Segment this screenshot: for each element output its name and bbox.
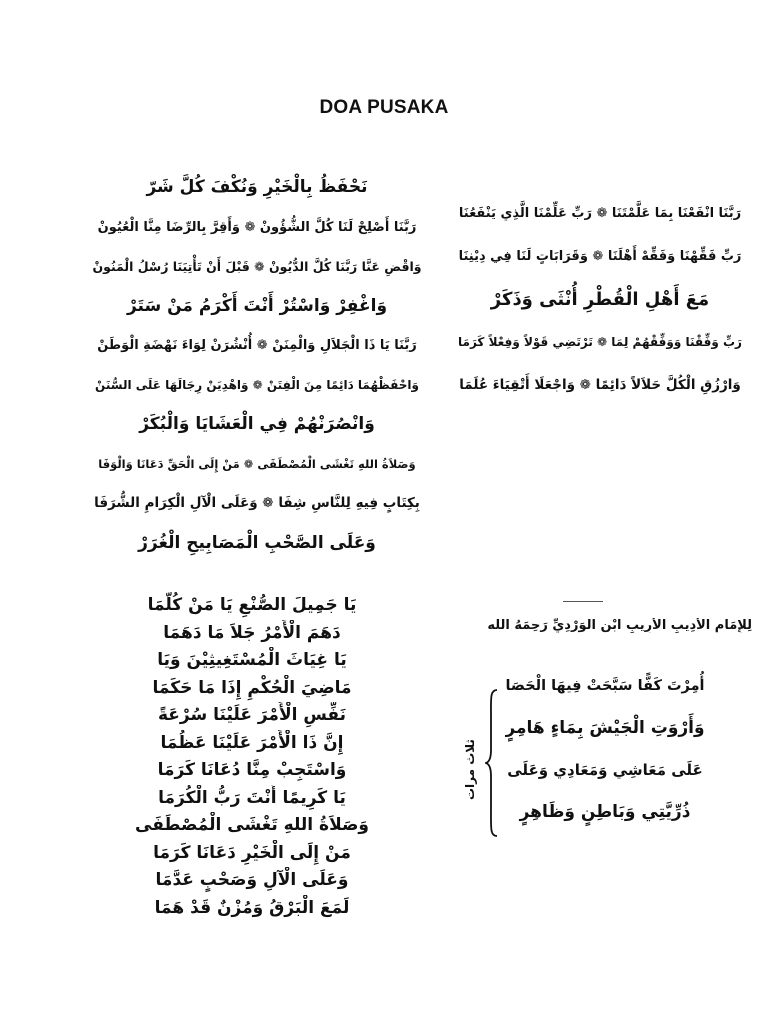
verse-line: وَصَلاَةُ اللهِ تَغْشَى الْمُصْطَفَى ❁ مَنْ إِلَى الْحَقِّ دَعَانَا وَالْوَفَا bbox=[98, 456, 416, 471]
verse-line: وَارْزُقِ الْكُلَّ حَلاَلاً دَائِمًا ❁ وَاجْعَلَا أَتْقِيَاءَ عُلَمَا bbox=[459, 377, 741, 393]
verse-line: إِنَّ ذَا الْأَمْرَ عَلَيْنَا عَظُمَا bbox=[160, 732, 344, 753]
verse-line: نَحْفَظُ بِالْخَيْرِ وَنُكْفَ كُلَّ شَرّ bbox=[146, 177, 368, 197]
verse-line: عَلَى مَعَاشِي وَمَعَادِي وَعَلَى bbox=[507, 761, 703, 779]
upper-right-verses bbox=[455, 192, 745, 407]
verse-line: نَفِّسِ الْأَمْرَ عَلَيْنَا سُرْعَةً bbox=[157, 705, 347, 725]
verse-line: رَبِّ فَقِّهْنَا وَفَقِّهْ أَهْلَنَا ❁ وَقَرَابَاتٍ لَنَا فِي دِيْنِنَا bbox=[458, 249, 742, 264]
verse-line: وَأَرْوَتِ الْجَيْشَ بِمَاءٍ هَامِرٍ bbox=[505, 718, 705, 738]
verse-line: رَبَّنَا انْفَعْنَا بِمَا عَلَّمْتَنَا ❁ رَبِّ عَلِّمْنَا الَّذِي يَنْفَعُنَا bbox=[458, 206, 742, 221]
verse-line: مَعَ أَهْلِ الْقُطْرِ أُنْثَى وَذَكَرْ bbox=[490, 289, 710, 310]
verse-line: مَاضِيَ الْحُكْمِ إِذَا مَا حَكَمَا bbox=[152, 677, 352, 698]
verse-line: يَا جَمِيلَ الصُّنْعِ يَا مَنْ كُلَّمَا bbox=[147, 595, 357, 615]
page-title: DOA PUSAKA bbox=[319, 97, 449, 118]
verse-line: رَبَّنَا أَصْلِحْ لَنَا كُلَّ الشُّؤُونْ ❁ وَأَقِرَّ بِالرِّضَا مِنَّا الْعُيُونْ bbox=[97, 219, 417, 235]
lower-right-verses bbox=[505, 665, 705, 833]
verse-line: وَعَلَى الصَّحْبِ الْمَصَابِيحِ الْغُرَرْ bbox=[138, 532, 376, 553]
verse-line: وَاقْضِ عَنَّا رَبَّنَا كُلَّ الدُّيُونْ ❁ قَبْلَ أَنْ تَأْتِيَنَا رُسْلُ الْمَنُونْ bbox=[92, 259, 422, 274]
verse-line: أُمِرْتَ كَفًّا سَبَّحَتْ فِيهَا الْحَصَا bbox=[505, 678, 705, 694]
lower-left-verses bbox=[122, 592, 382, 922]
verse-line: يَا كَرِيمًا أَنْتَ رَبُّ الْكُرَمَا bbox=[158, 787, 346, 808]
verse-line: لَمَعَ الْبَرْقُ وَمُزْنٌ قَدْ هَمَا bbox=[154, 897, 350, 918]
curly-brace-icon bbox=[485, 688, 499, 838]
repeat-note: ثلاث مرات bbox=[463, 739, 477, 801]
verse-line: بِكِتَابٍ فِيهِ لِلنَّاسِ شِفَا ❁ وَعَلَى الْآلِ الْكِرَامِ الشُّرَفَا bbox=[94, 495, 420, 511]
verse-line: وَاسْتَجِبْ مِنَّا دُعَانَا كَرَمَا bbox=[157, 760, 347, 780]
verse-line: ذُرِّيَّتِي وَبَاطِنٍ وَظَاهِرٍ bbox=[519, 802, 691, 822]
verse-line: وَصَلاَةُ اللهِ تَغْشَى الْمُصْطَفَى bbox=[135, 815, 369, 835]
verse-line: وَاغْفِرْ وَاسْتُرْ أَنْتَ أَكْرَمُ مَنْ سَتَرْ bbox=[126, 295, 388, 316]
verse-line: مَنْ إِلَى الْخَيْرِ دَعَانَا كَرَمَا bbox=[153, 842, 351, 863]
verse-line: وَانْصُرَنْهُمْ فِي الْعَشَايَا وَالْبُكَرْ bbox=[139, 414, 375, 434]
verse-line: رَبِّ وَفِّقْنَا وَوَفِّقْهُمْ لِمَا ❁ تَرْتَضِي قَوْلاً وَفِعْلاً كَرَمَا bbox=[458, 335, 742, 349]
verse-line: دَهَمَ الْأَمْرُ جَلاَ مَا دَهَمَا bbox=[163, 622, 341, 643]
lower-right-heading: لِلْإِمَامِ الْأَدِيبِ الْأَرِيبِ ابْنِ الْوَرْدِيِّ رَحِمَهُ الله bbox=[487, 618, 752, 633]
upper-left-verses bbox=[92, 168, 422, 563]
verse-line: رَبَّنَا يَا ذَا الْجَلاَلِ وَالْمِنَنْ ❁ أُنْشُرَنْ لِوَاءَ نَهْضَةِ الْوَطَنْ bbox=[97, 338, 417, 353]
verse-line: وَاحْفَظْهُمَا دَائِمًا مِنَ الْفِتَنْ ❁ وَاهْدِيَنْ رِجَالَهَا عَلَى السُّنَنْ bbox=[95, 377, 419, 392]
verse-line: وَعَلَى الْآلِ وَصَحْبٍ عَدَّمَا bbox=[155, 870, 349, 890]
verse-line: يَا غِيَاثَ الْمُسْتَغِيثِيْنَ وَيَا bbox=[157, 650, 347, 670]
separator-rule bbox=[563, 601, 603, 602]
